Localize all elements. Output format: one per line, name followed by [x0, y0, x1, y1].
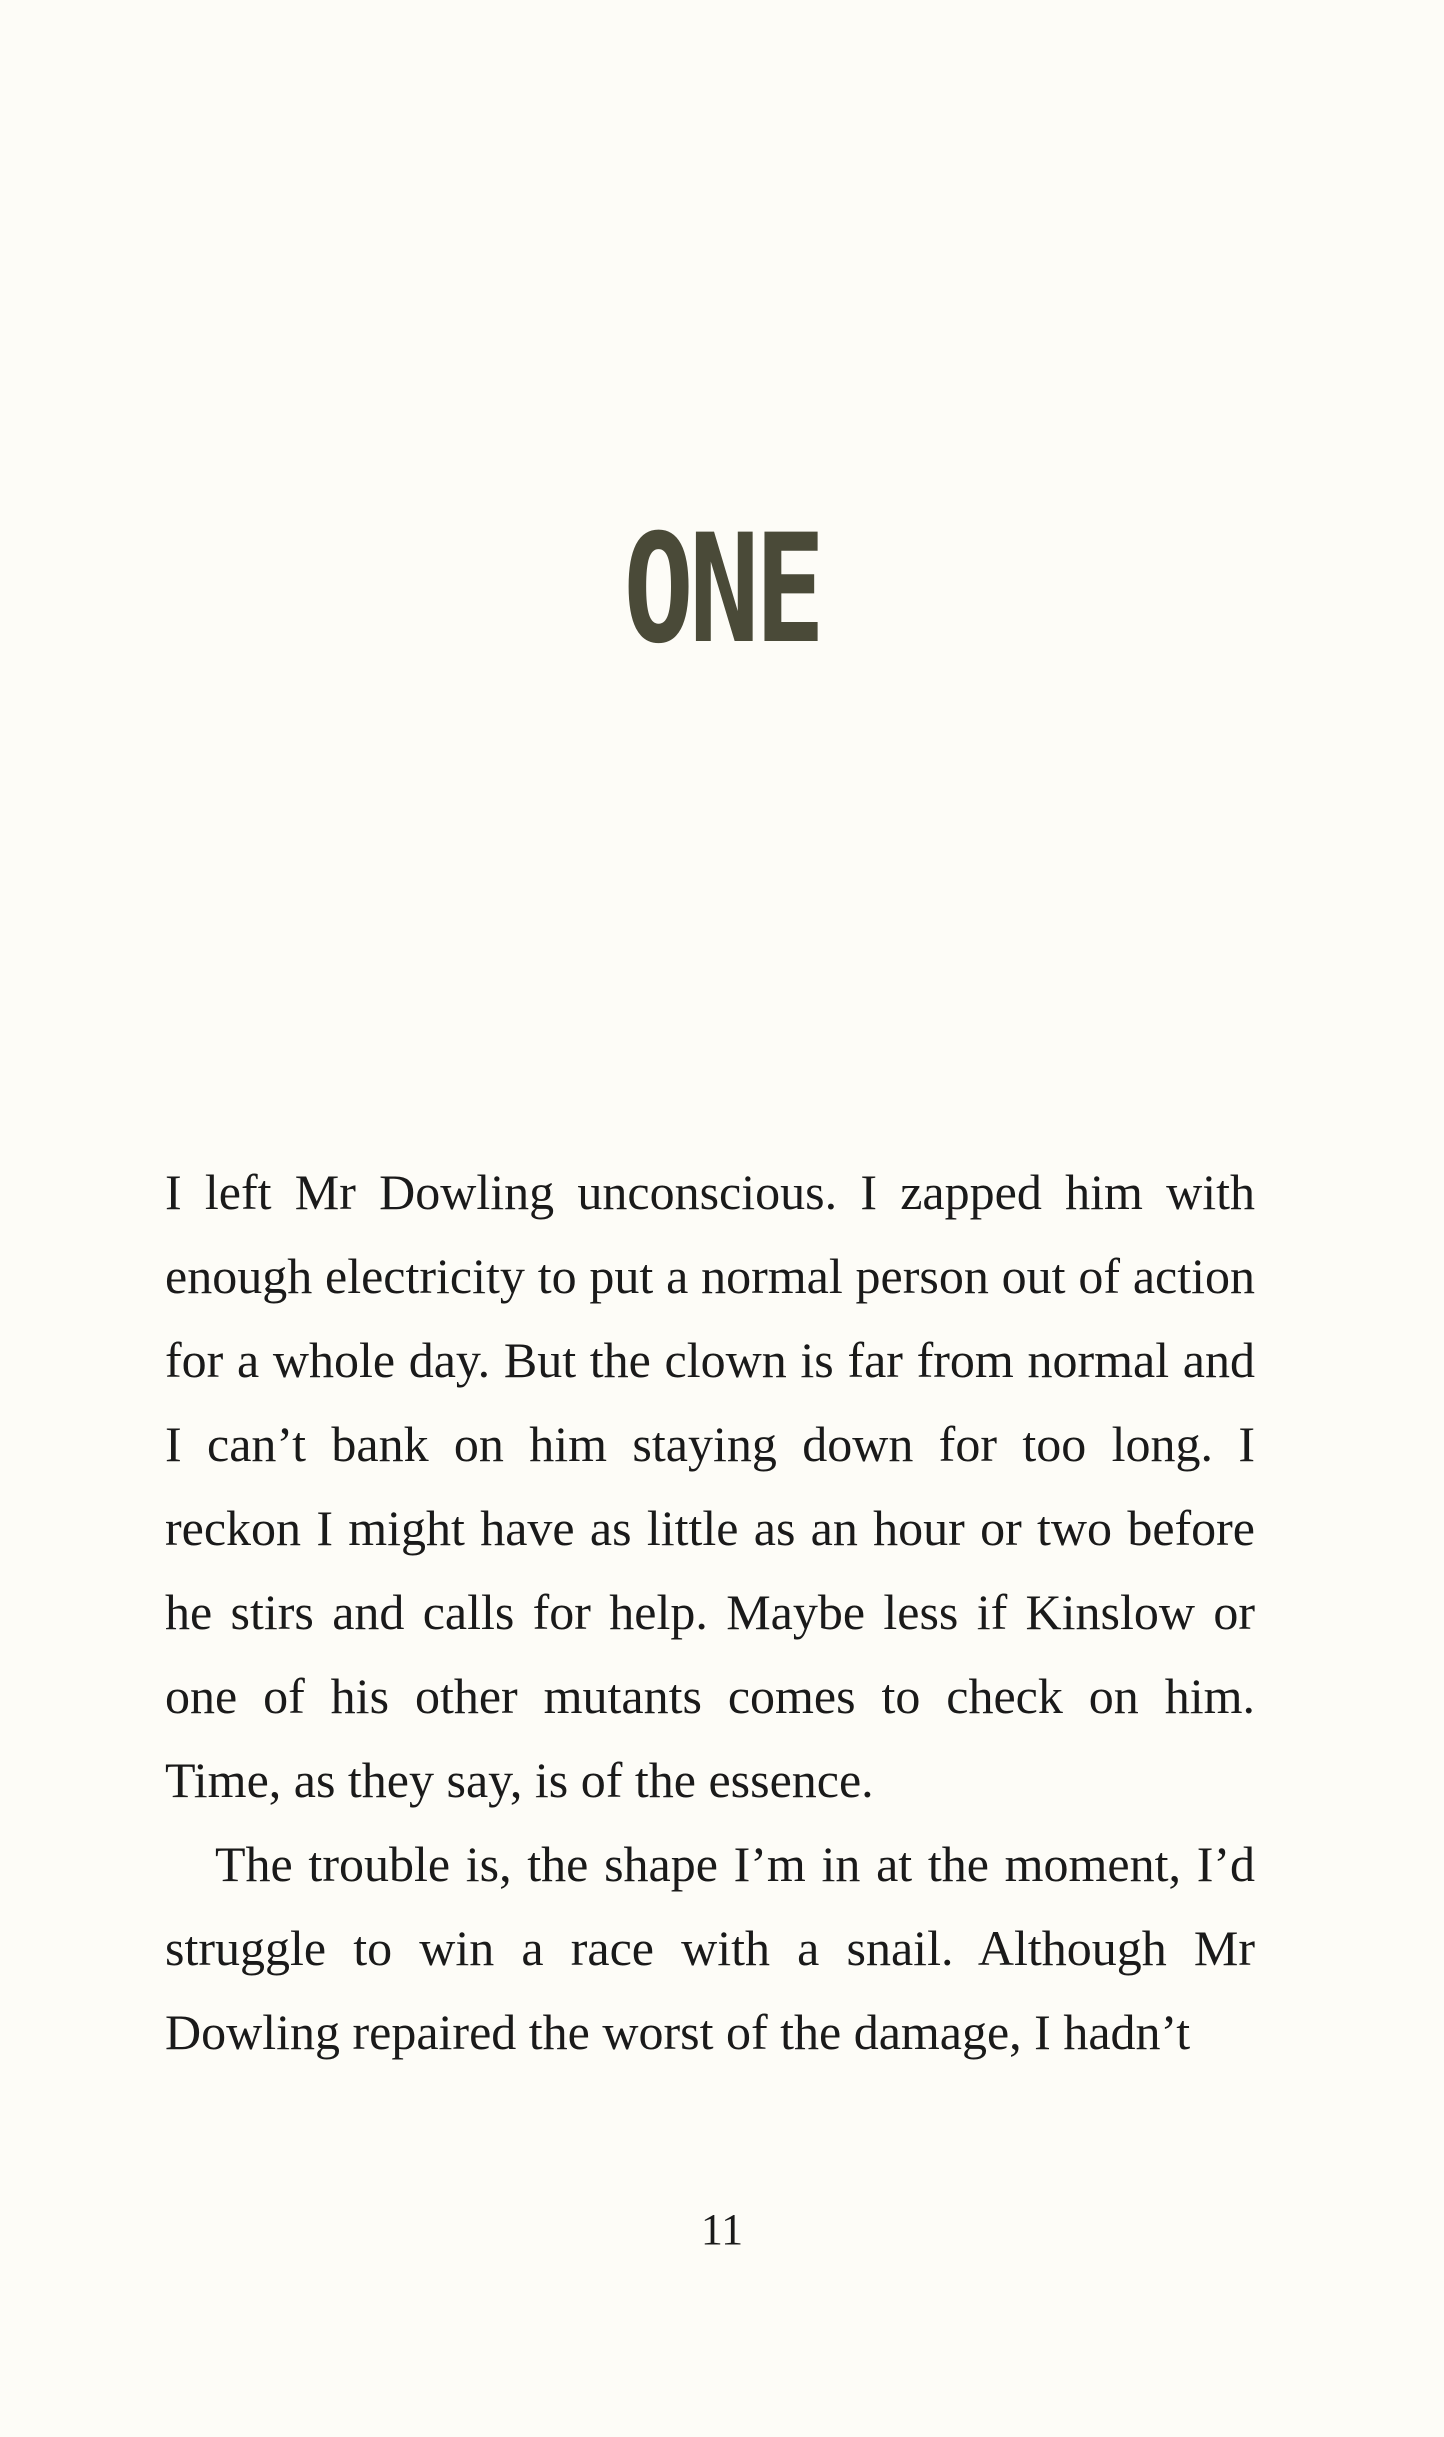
paragraph-1: I left Mr Dowling unconscious. I zapped him with enough electricity to put a normal person out of action for a whole day. But the clown is far from normal and I can’t bank on him staying down for too long. I reckon I might have as little as an hour or two before he stirs and calls for help. Maybe less if Kinslow or one of his other mutants comes to check on him. Time, as they say, is of the essence. — [165, 1164, 1255, 1808]
paragraph-2: The trouble is, the shape I’m in at the moment, I’d struggle to win a race with a snail. Although Mr Dowling repaired the worst of the damage, I hadn’t — [165, 1836, 1255, 2060]
chapter-title: ONE — [623, 503, 821, 677]
page-number: 11 — [700, 2205, 744, 2254]
body-text — [165, 1150, 1255, 2074]
